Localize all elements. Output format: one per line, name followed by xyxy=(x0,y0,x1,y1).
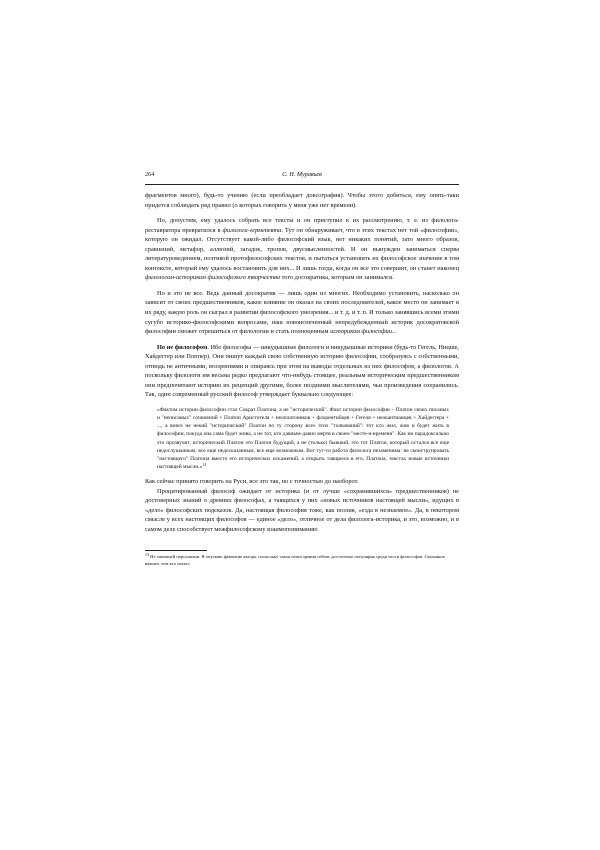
running-header xyxy=(145,170,459,185)
document-page xyxy=(145,170,459,567)
paragraph-3-emphasis: историком философии xyxy=(330,328,392,336)
paragraph-4-text: . Ибо философы — никудышные филологи и никудышные историки (будь-то Гегель, Ницше, Хайдеггер или Поппер). Они пишут каждый свою собственную историю философии, сообразуясь с собственными, отнюдь не античными, воззрениями и опираясь при этом на выводы отдельных из них философов, а филологов. А поскольку филологи им весьма редко предлагают что-нибудь стоящее, реальным историческим предшественникам они предпочитают историю их рецепций другими, более поздними мыслителями, чьи произведения сохранились. Так, один современный русский философ утверждает буквально следующее: xyxy=(145,343,460,399)
paragraph-3-ellipsis: ... xyxy=(391,328,397,336)
running-author: С. Н. Муравьев xyxy=(282,171,322,178)
paragraph-5: Как сейчас принято говорить на Руси, все это так, но с точностью до наоборот. xyxy=(145,478,359,486)
footnote-text xyxy=(145,553,459,567)
footnote-body: Не значащей персоналии. Я опускаю фамилию автора, поскольку такая точка зрения сейчас достаточно популярна среди части философов. Сказанное важнее, чем кто сказал. xyxy=(145,554,445,567)
paragraph-2 xyxy=(145,216,459,283)
paragraph-4-bold-lead: Но не философом xyxy=(157,343,208,351)
paragraph-6: Процитированный философ ожидает от историка (и от лучше «сохранившихся» предшественников) не достоверных знаний о древних философах, а таящихся у них «новых источников настоящей мысли», идущих в «дело» философских подсказок. Да, настоящая философия тоже, как поэзия, «езда в незнаемое». Да, в некотором смысле у всех настоящих философов — единое «дело», отличное от дела филолога-историка, и это, возможно, и в самом деле способствует межфилософскому взаимопониманию xyxy=(145,487,459,533)
paragraph-2-text-3: того досократика, которым он занимался. xyxy=(280,274,394,282)
paragraph-3 xyxy=(145,289,459,337)
footnote-marker: 13 xyxy=(145,552,149,558)
paragraph-2-emphasis-2: филологом-историком философского творчества xyxy=(145,274,281,282)
footnote-divider xyxy=(145,550,207,551)
page-number: 264 xyxy=(145,171,155,178)
quote-body: «Фактом истории философии стал Сократ Платона, а не "исторический". Факт истории философии – Платон своих писаных и "неписаных" сочинений + Платон Аристотеля + неоплатоников + флорентийцев + Гегеля + неокантианцев + Хайдеггера + ..., а вовсе не некий "исторический" Платон по ту сторону всех этих "толкований": тот кто жил, жив и будет жить в философии, покуда она сама будет жива, а не тот, кто давным-давно мертв в своем "месте-и-времени". Как ни парадоксально это прозвучит, исторический Платон это Платон будущий, а не (только) бывший, это тот Платон, который остался все еще недослушанным, все еще недосказанным, все еще возможным. Вот тут-то работа филолога незаменима: не сконструировать "настоящего" Платона вместо его исторических искажений, а открыть таящиеся в его, Платона, текстах новые источники настоящей мысли.» xyxy=(157,406,449,471)
block-quote xyxy=(157,406,449,471)
paragraph-4 xyxy=(145,343,459,400)
paragraph-2-emphasis-1: филолога-герменевта xyxy=(222,226,282,234)
paragraph-1: фрагментов много), будь-то учению (если преобладает доксография). Чтобы этого добиться, ему опять-таки придется соблюдать ряд правил (о которых говорить у меня уже нет времени). xyxy=(145,192,459,209)
paragraph-3-text: Но и это не все. Ведь данный досократик — лишь один из многих. Необходимо установить, насколько он зависит от своих предшественников, какое влияние он оказал на своих последователей, какое место он занимает в их ряду, какую роль он сыграл в развитии философского умозрения... и т. д. и т. п. И только занявшись всеми этими сугубо историко-философскими вопросами, наш новоиспеченный непредубежденный историк досократовской философии сможет отрешиться от филологии и стать полноценным xyxy=(145,289,459,336)
paragraph-2-text-2: . Тут он обнаруживает, что в этих текстах нет той «философии», которую он ожидал. Отсутствует какой-либо философский язык, нет никаких понятий, зато много образов, сравнений, метафор, аллюзий, загадок, тропов, двусмысленностей. И он вынужден заниматься сперва литературоведением, поэтикой протофилософских текстов, и пытаться установить их философское значение в том контексте, который ему удалось востановить для них... И лишь тогда, когда он все это совершит, он станет наконец xyxy=(145,226,459,272)
block-quote-text xyxy=(157,406,449,471)
footnote-ref[interactable]: 13 xyxy=(202,462,207,468)
footnote xyxy=(145,553,459,567)
paragraph-2-text: Но, допустим, ему удалось собрать все тексты и он приступил к их рассмотрению, т. е. из филолога-реставратора превратился в xyxy=(145,217,459,234)
